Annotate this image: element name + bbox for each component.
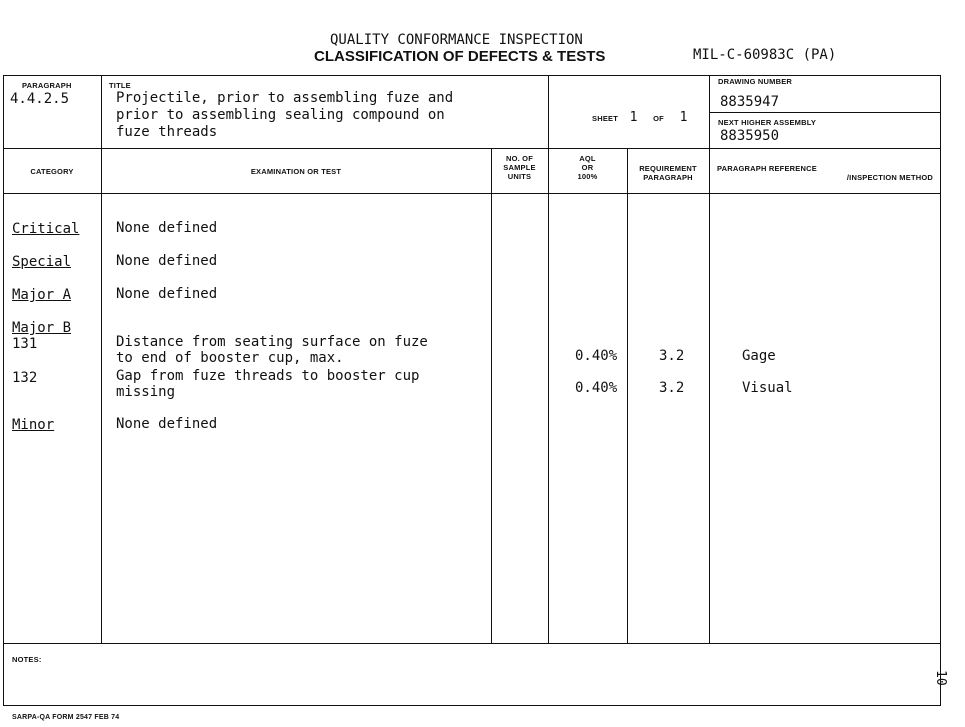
category-major-b: Major B (12, 320, 72, 336)
sheet-number: 1 (629, 110, 638, 125)
category-minor: Minor (12, 417, 55, 433)
desc-special: None defined (116, 253, 218, 269)
row-132-number: 132 (12, 370, 38, 386)
drawing-number: 8835947 (720, 94, 780, 110)
title-label: TITLE (109, 81, 131, 90)
col-aql: AQL OR 100% (577, 154, 598, 181)
title-text (116, 90, 453, 141)
row-131-aql: 0.40% (575, 348, 618, 364)
form-footer: SARPA-QA FORM 2547 FEB 74 (12, 714, 120, 721)
category-critical: Critical (12, 221, 80, 237)
next-assembly-label: NEXT HIGHER ASSEMBLY (718, 118, 817, 127)
row-132-method: Visual (742, 380, 793, 396)
row-132-desc: Gap from fuze threads to booster cup missing (116, 368, 420, 400)
sheet-label: SHEET (592, 114, 619, 123)
category-major-a: Major A (12, 287, 72, 303)
col-sample: NO. OF SAMPLE UNITS (503, 154, 536, 181)
notes-label: NOTES: (12, 655, 42, 664)
header-line1: QUALITY CONFORMANCE INSPECTION (330, 32, 583, 48)
paragraph-label: PARAGRAPH (22, 81, 72, 90)
row-132-requirement: 3.2 (659, 380, 685, 396)
sheet-indicator (592, 106, 687, 125)
paragraph-value: 4.4.2.5 (10, 91, 70, 107)
row-131-requirement: 3.2 (659, 348, 685, 364)
row-132-aql: 0.40% (575, 380, 618, 396)
col-reference: PARAGRAPH REFERENCE /INSPECTION METHOD (717, 164, 933, 182)
desc-critical: None defined (116, 220, 218, 236)
col-category: CATEGORY (30, 167, 74, 176)
sheet-total: 1 (679, 110, 688, 125)
col-exam: EXAMINATION OR TEST (250, 167, 342, 176)
next-assembly: 8835950 (720, 128, 780, 144)
title-line: fuze threads (116, 124, 218, 140)
title-line: prior to assembling sealing compound on (116, 107, 445, 123)
drawing-number-label: DRAWING NUMBER (718, 77, 793, 86)
row-131-method: Gage (742, 348, 776, 364)
category-special: Special (12, 254, 72, 270)
page-number: 10 (933, 670, 948, 686)
of-label: OF (653, 114, 664, 123)
desc-minor: None defined (116, 416, 218, 432)
spec-number: MIL-C-60983C (PA) (693, 47, 837, 63)
row-131-number: 131 (12, 336, 38, 352)
title-line: Projectile, prior to assembling fuze and (116, 90, 454, 106)
header-line2: CLASSIFICATION OF DEFECTS & TESTS (314, 48, 606, 65)
desc-major-a: None defined (116, 286, 218, 302)
row-131-desc: Distance from seating surface on fuze to end of booster cup, max. (116, 334, 428, 366)
col-requirement: REQUIREMENT PARAGRAPH (639, 164, 697, 182)
